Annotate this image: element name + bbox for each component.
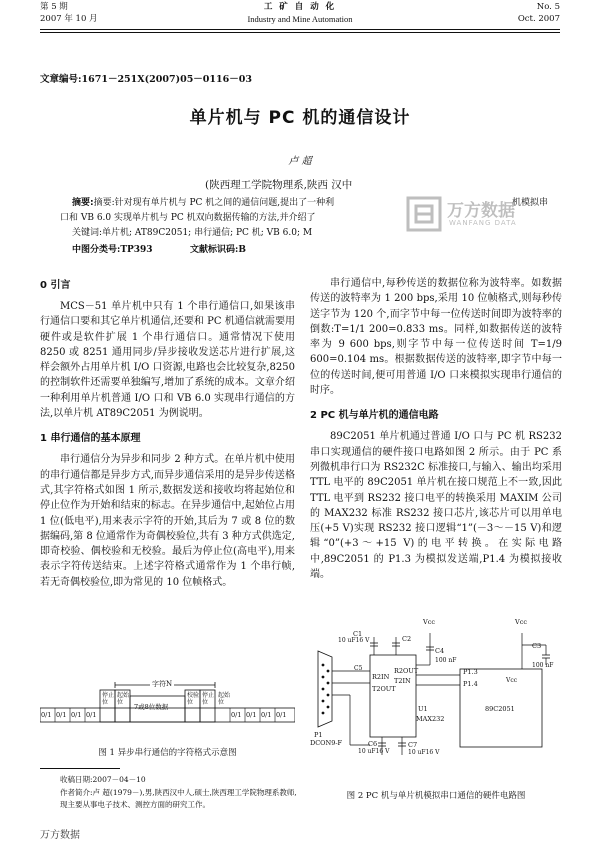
header-issue: 第 5 期 [40, 2, 68, 12]
header-rule-2 [40, 32, 560, 33]
author: 卢 超 [288, 156, 312, 167]
wanfang-logo-icon [405, 195, 443, 233]
keywords: 关键词:单片机; AT89C2051; 串行通信; PC 机; VB 6.0; M [72, 228, 313, 238]
received-date: 收稿日期:2007－04－10 [60, 775, 146, 784]
journal-title-cn: 工 矿 自 动 化 [263, 2, 337, 12]
figure-2-circuit [310, 625, 562, 765]
fig1-bit-cell: 0/1 [56, 711, 67, 719]
footnote-rule [40, 768, 120, 769]
doc-code: 文献标识码:B [190, 245, 246, 255]
fig2-vcc-label-2: Vcc [515, 618, 527, 626]
figure-2 [310, 618, 562, 765]
circuit-paragraph: 89C2051 单片机通过普通 I/O 口与 PC 机 RS232 串口实现通信的硬件接口电路如图 2 所示。由于 PC 系列微机串行口为 RS232C 标准接口,与输入、输出均采用 TTL 电平的 89C2051 单片机在接口规范上不一致,因此 TTL 电平到 RS232 接口电平的转换采用 MAXIM 公司的 MAX232 标准 RS232 接口芯片,该芯片可以用单电压(+5 V)实现 RS232 接口逻辑“1”(－3～－15 V)和逻辑“0”(+3～+15 V)的电平转换。在实际电路中,89C2051 的 P1.3 为模拟发送端,P1.4 为模拟接收端。 [310, 431, 562, 581]
fig2-p14: P1.4 [463, 680, 478, 688]
figure-2-caption: 图 2 PC 机与单片机模拟串口通信的硬件电路图 [346, 791, 526, 801]
fig1-char-n: 字符N [152, 680, 173, 688]
class-number: 中图分类号:TP393 [72, 245, 153, 255]
fig1-bit-cell: 0/1 [261, 711, 272, 719]
abstract-line1: 摘要:摘要:针对现有单片机与 PC 机之间的通信问题,提出了一种利 [72, 198, 335, 208]
abstract-line1-tail: 机模拟串 [512, 198, 549, 208]
fig2-c3-value: 100 nF [532, 662, 554, 669]
fig2-mcu-vcc: Vcc [506, 677, 518, 684]
fig2-c6-value: 10 uF16 V [358, 748, 390, 755]
fig2-c2-label: C2 [402, 635, 412, 643]
left-column [40, 276, 295, 590]
right-column [310, 276, 562, 582]
section-1-heading: 1 串行通信的基本原理 [40, 433, 141, 445]
intro-paragraph: MCS－51 单片机中只有 1 个串行通信口,如果该串行通信口要和其它单片机通信,还要和 PC 机通信就需要用硬件或是软件扩展 1 个串行通信口。通常情况下使用 8250 或 8251 通用同步/异步接收发送芯片进行扩展,这样会额外占用单片机 I/O 口资源,电路也会比较复杂,8250 的控制软件还需要单独编写,增加了系统的成本。文章介绍一种利用单片机普通 I/O 口和 VB 6.0 实现串行通信的方法,以单片机 AT89C2051 为例说明。 [40, 301, 295, 420]
fig1-stop-bit-2: 停止位 [202, 692, 215, 706]
fig1-stop-bit: 停止位 [102, 692, 115, 706]
header-rule [40, 29, 560, 30]
wanfang-logo-en: WANFANG DATA [449, 219, 517, 227]
fig2-c1-label: C1 [353, 630, 363, 638]
fig1-bit-cell: 0/1 [276, 711, 287, 719]
fig2-c6-label: C6 [368, 740, 378, 748]
affiliation: (陕西理工学院物理系,陕西 汉中 [205, 179, 353, 191]
fig2-c4-label: C4 [435, 647, 445, 655]
abstract-text: 摘要:针对现有单片机与 PC 机之间的通信问题,提出了一种利 [93, 198, 335, 208]
fig2-c4-value: 100 nF [435, 657, 457, 664]
figure-1 [40, 682, 295, 740]
fig2-p1: P1 [314, 731, 323, 739]
header-issue-en: No. 5 [536, 2, 560, 12]
fig2-r2out: R2OUT [394, 667, 419, 675]
section-0-heading: 0 引言 [40, 280, 71, 291]
fig2-r2in: R2IN [372, 673, 390, 681]
fig2-c7-value: 10 uF16 V [408, 749, 440, 756]
fig1-parity-bit: 校验位 [187, 692, 200, 706]
fig2-t2out: T2OUT [372, 685, 396, 693]
section-2-heading: 2 PC 机与单片机的通信电路 [310, 410, 439, 422]
fig2-c3-label: C3 [532, 642, 542, 650]
abstract-line2: 口和 VB 6.0 实现单片机与 PC 机双向数据传输的方法,并介绍了 [60, 213, 316, 223]
header-date-en: Oct. 2007 [517, 14, 560, 24]
fig2-max232: MAX232 [416, 715, 445, 723]
footer-watermark: 万方数据 [40, 830, 80, 841]
principle-paragraph: 串行通信分为异步和同步 2 种方式。在单片机中使用的串行通信都是异步方式,而异步通信采用的是异步传送格式,其字符格式如图 1 所示,数据发送和接收均将起始位和停止位作为开始和结束的标志。在异步通信中,起始位占用 1 位(低电平),用来表示字符的开始,其后为 7 或 8 位的数据编码,第 8 位通常作为奇偶校验位,共有 3 种方式供选定,即奇校验、偶校验和无校验。最后为停止位(高电平),用来表示字符传送结束。上述字符格式通常作为 1 个串行帧,若无奇偶校验位,即为常见的 10 位帧格式。 [40, 454, 295, 588]
fig1-bit-cell: 0/1 [41, 711, 52, 719]
fig1-bit-cell: 0/1 [86, 711, 97, 719]
header-date: 2007 年 10 月 [40, 14, 98, 24]
fig2-p13: P1.3 [463, 668, 478, 676]
fig2-c7-label: C7 [408, 741, 418, 749]
fig1-bit-cell: 0/1 [246, 711, 257, 719]
fig2-c1-value: 10 uF16 V [338, 637, 370, 644]
paper-title: 单片机与 PC 机的通信设计 [189, 108, 411, 128]
fig1-bit-cell: 0/1 [71, 711, 82, 719]
fig2-dcon: DCON9-F [310, 739, 343, 747]
journal-title-en: Industry and Mine Automation [247, 14, 353, 24]
author-bio: 作者简介:卢 超(1979－),男,陕西汉中人,硕士,陕西理工学院物理系教师,现主要从事电子技术、测控方面的研究工作。 [60, 788, 297, 809]
fig1-start-bit: 起始位 [117, 692, 130, 706]
wanfang-logo [405, 195, 535, 235]
fig2-u1: U1 [418, 705, 428, 713]
wanfang-logo-cn: 万方数据 [447, 201, 515, 221]
fig2-vcc-label: Vcc [423, 618, 435, 626]
article-number: 文章编号:1671－251X(2007)05－0116－03 [40, 74, 252, 85]
fig1-start-bit-2: 起始位 [218, 692, 231, 706]
figure-1-caption: 图 1 异步串行通信的字符格式示意图 [98, 748, 237, 758]
fig1-data-bits: 7或8位数据 [134, 703, 169, 711]
fig2-c5-label: C5 [354, 665, 363, 672]
fig2-mcu-label: 89C2051 [485, 705, 515, 713]
fig2-t2in: T2IN [394, 677, 411, 685]
fig1-bit-cell: 0/1 [231, 711, 242, 719]
baud-paragraph: 串行通信中,每秒传送的数据位称为波特率。如数据传送的波特率为 1 200 bps,采用 10 位帧格式,则每秒传送字节为 120 个,而字节中每一位传送时间即为波特率的倒数:T=1/1 200=0.833 ms。同样,如数据传送的波特率为 9 600 bps,则字节中每一位传送时间 T=1/9 600=0.104 ms。根据数据传送的波特率,即字节中每一位的传送时间,便可用普通 I/O 口来模拟实现串行通信的时序。 [310, 278, 562, 397]
